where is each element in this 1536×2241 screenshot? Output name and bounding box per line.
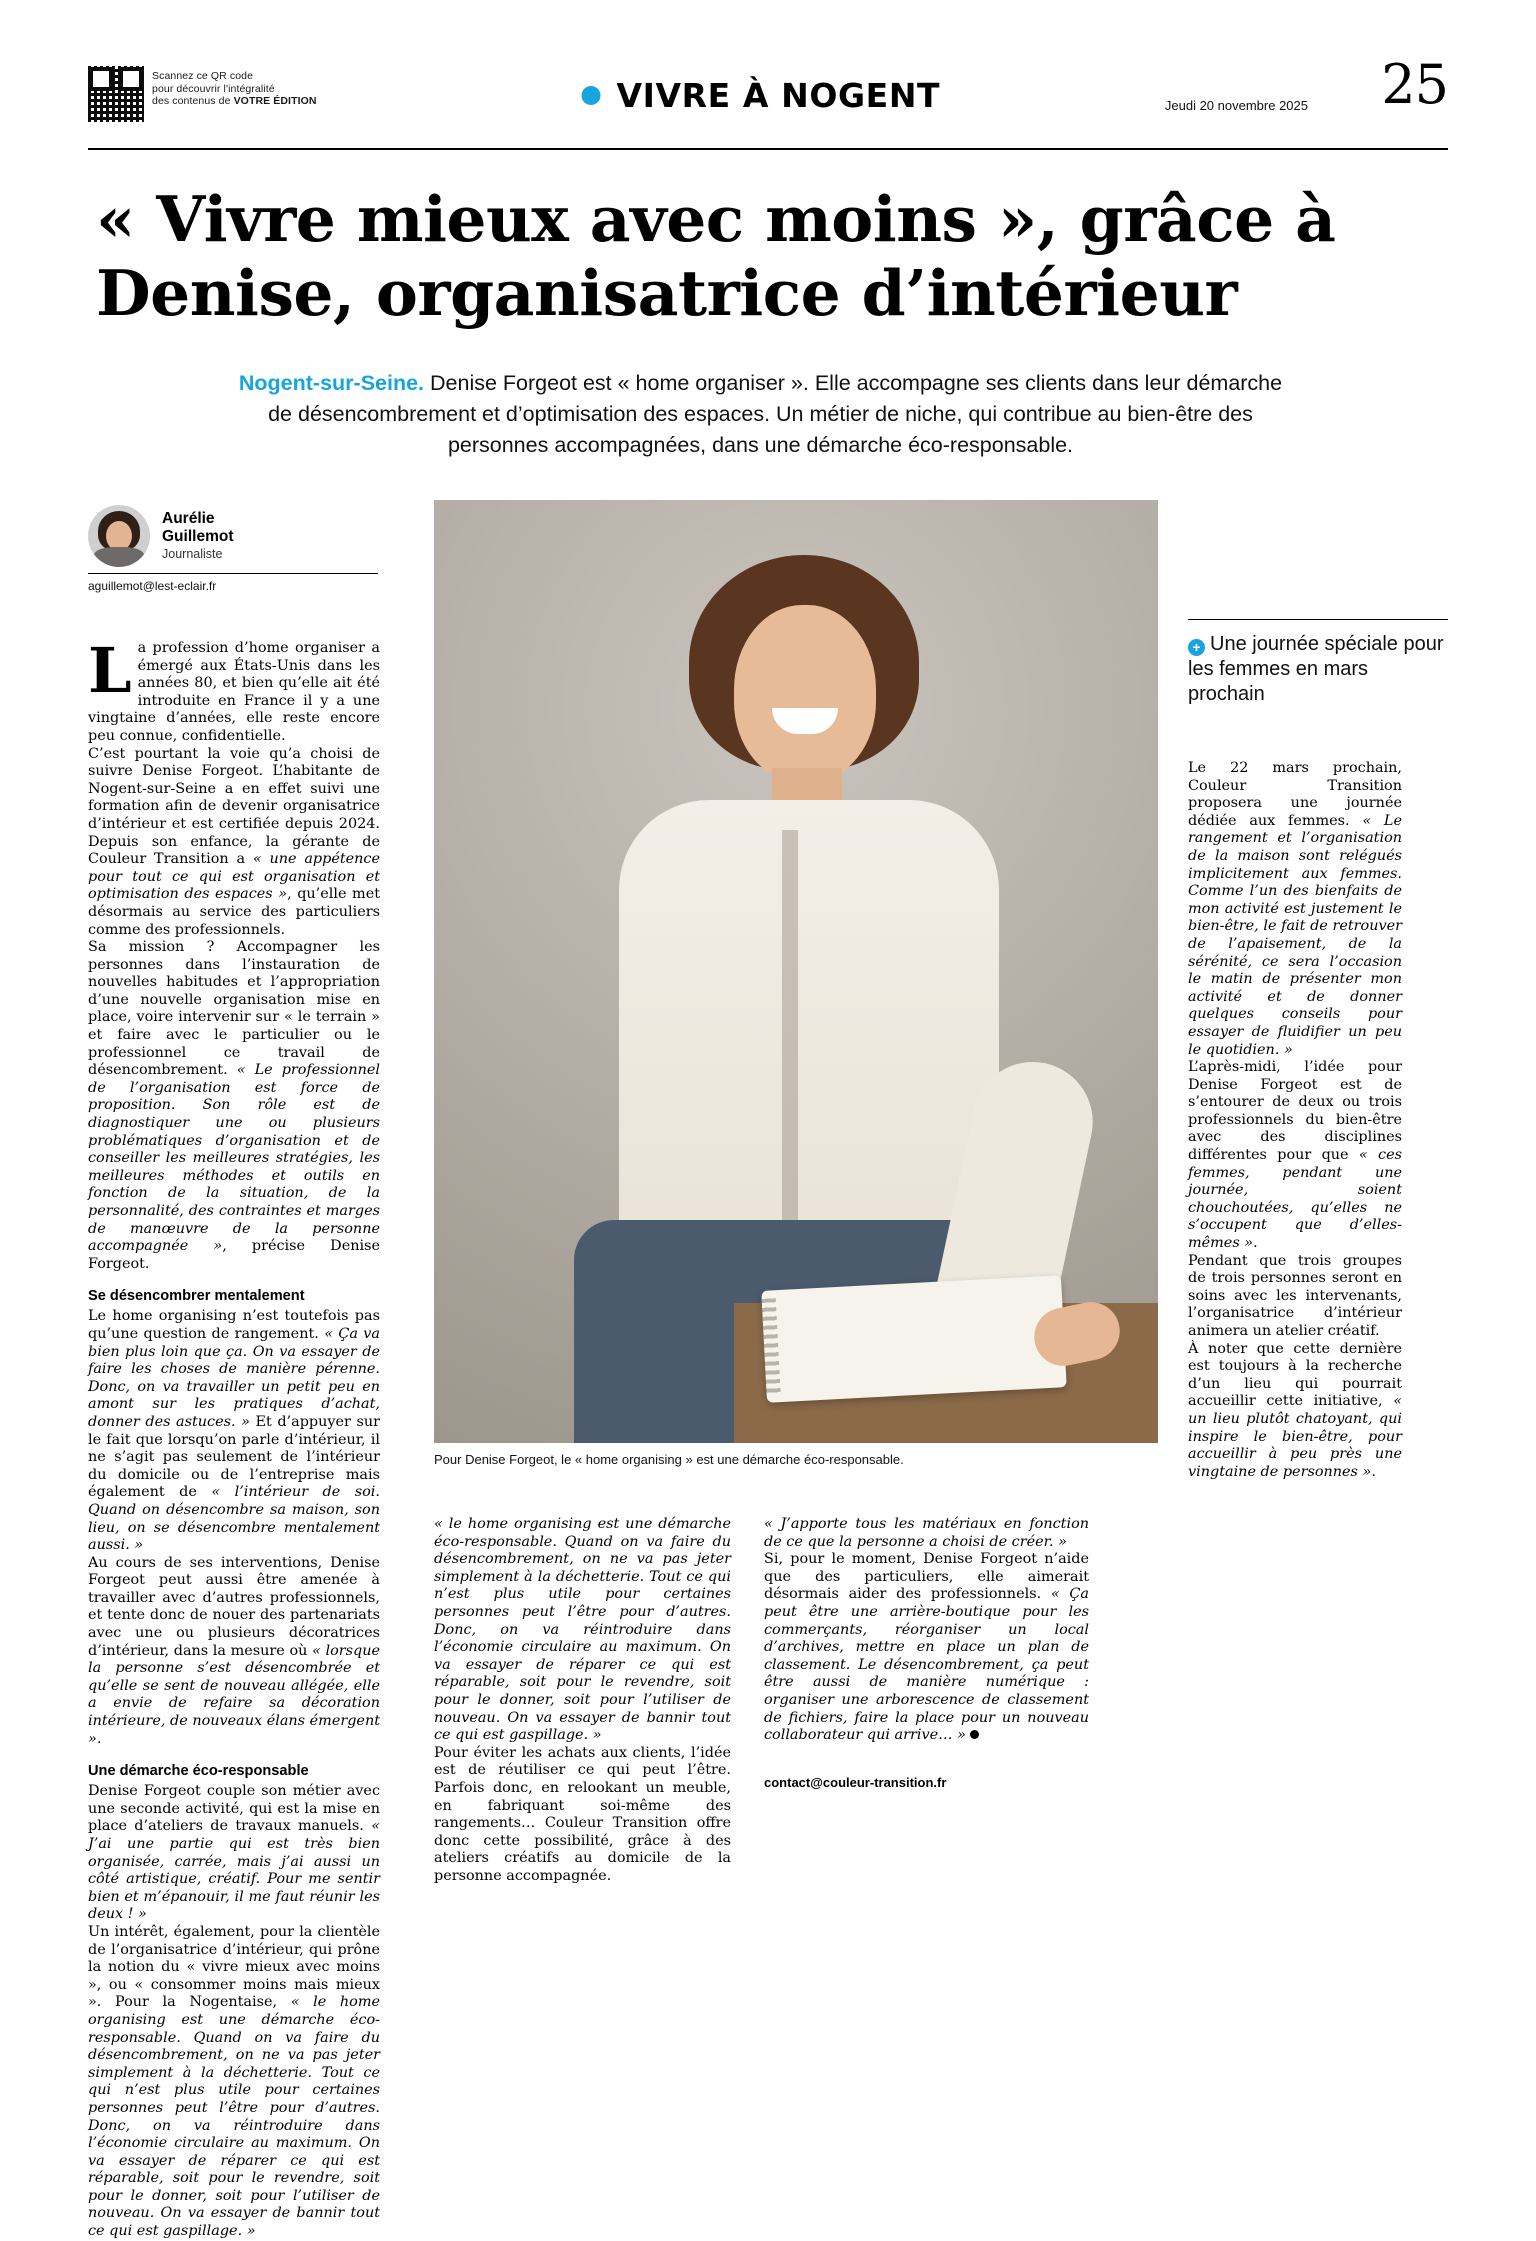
article-photo (434, 500, 1158, 1443)
end-of-article-dot (970, 1730, 979, 1739)
paragraph-text: Le home organising n’est toutefois pas qu’une question de rangement. (88, 1308, 380, 1342)
bullet-dot-icon (581, 86, 600, 105)
standfirst (228, 368, 1293, 461)
paragraph-text: , précise Denise Forgeot. (88, 1238, 380, 1272)
paragraph-text: Sa mission ? Accompagner les personnes dans l’instauration de nouvelles habitudes et l’appropriation d’une nouvelle organisation mise en place, voire intervenir sur « le terrain » et faire avec le particulier ou le professionnel ce travail de désencombrement. (88, 939, 380, 1079)
paragraph: Pour éviter les achats aux clients, l’idée est de réutiliser ce qui peut l’être. Parfois donc, en relookant un meuble, en fabriquant soi-même des rangements… Couleur Transition offre donc cette possibilité, grâce à des ateliers créatifs au domicile de la personne accompagnée. (434, 1744, 731, 1884)
paragraph (764, 1516, 1089, 1551)
paragraph (88, 1555, 380, 1749)
byline-first-name: Aurélie (162, 510, 215, 527)
paragraph-text: . (1371, 1463, 1376, 1480)
quote-text-continued: « le home organising est une démarche éco-responsable. Quand on va faire du désencombrement, on ne va pas jeter simplement à la déchetterie. Tout ce qui n’est plus utile pour certaines personnes peut l’être pour d’autres. Donc, on va réintroduire dans l’économie circulaire au maximum. On va essayer de réparer ce qui est réparable, soit pour le revendre, soit pour le donner, soit pour l’utiliser de nouveau. On va essayer de bannir tout ce qui est gaspillage. » (434, 1516, 731, 1744)
standfirst-text: Denise Forgeot est « home organiser ». Elle accompagne ses clients dans leur démarche de désencombrement et d’optimisation des espaces. Un métier de niche, qui contribue au bien-être des personnes accompagnées, dans une démarche éco-responsable. (268, 371, 1283, 457)
sidebar-body (1188, 760, 1402, 1481)
paragraph: La profession d’home organiser a émergé aux États-Unis dans les années 80, et bien qu’elle ait été introduite en France il y a une vingtaine d’années, elle reste encore peu connue, confidentielle. (88, 634, 380, 744)
header-divider (88, 148, 1448, 150)
paragraph-text: Si, pour le moment, Denise Forgeot n’aide que des particuliers, elle aimerait désormais aider des professionnels. (764, 1551, 1089, 1603)
article-column-1 (88, 634, 380, 2241)
byline-email[interactable]: aguillemot@lest-eclair.fr (88, 579, 217, 593)
quote-text: « Le professionnel de l’organisation est force de proposition. Son rôle est de diagnostiquer une ou plusieurs problématiques d’organisation et de conseiller les meilleures stratégies, les meilleures méthodes et outils en fonction de la situation, de la personnalité, des contraintes et marges de manœuvre de la personne accompagnée » (88, 1062, 380, 1255)
qr-block[interactable] (88, 66, 317, 122)
paragraph (88, 1924, 380, 2241)
paragraph-text: Denise Forgeot couple son métier avec une seconde activité, qui est la mise en place d’ateliers de travaux manuels. (88, 1783, 380, 1835)
byline-last-name: Guillemot (162, 528, 234, 545)
paragraph (1188, 1341, 1402, 1482)
paragraph (88, 939, 380, 1273)
quote-text: « une appétence pour tout ce qui est organisation et optimisation des espaces » (88, 851, 380, 903)
quote-text: « Le rangement et l’organisation de la maison sont relégués implicitement aux femmes. Comme l’un des bienfaits de mon activité est justement le bien-être, le fait de retrouver de l’apaisement, de la sérénité, ce sera l’occasion le matin de présenter mon activité et de donner quelques conseils pour essayer de fluidifier un peu le quotidien. » (1188, 812, 1403, 1058)
paragraph-text: L’après-midi, l’idée pour Denise Forgeot est de s’entourer de deux ou trois professionnels du bien-être avec des disciplines différentes pour que (1188, 1059, 1402, 1164)
paragraph (434, 1516, 731, 1745)
paragraph (88, 746, 380, 940)
issue-date: Jeudi 20 novembre 2025 (1164, 98, 1308, 113)
paragraph-text: Le 22 mars prochain, Couleur Transition proposera une journée dédiée aux femmes. (1188, 760, 1402, 829)
byline-role: Journaliste (162, 547, 223, 561)
paragraph-text: Au cours de ses interventions, Denise Forgeot peut aussi être amenée à travailler avec d’autres professionnels, et tente donc de nouer des partenariats avec une ou plusieurs décoratrices d’intérieur, dans la mesure où (88, 1554, 380, 1659)
quote-text: « J’apporte tous les matériaux en fonction de ce que la personne a choisi de créer. » (764, 1516, 1089, 1550)
qr-line-2: pour découvrir l'intégralité (152, 82, 275, 95)
paragraph: Pendant que trois groupes de trois personnes seront en soins avec les intervenants, l’organisatrice d’intérieur animera un atelier créatif. (1188, 1252, 1402, 1339)
sidebar-title (1188, 632, 1450, 707)
subheading: Se désencombrer mentalement (88, 1288, 305, 1305)
qr-line-1: Scannez ce QR code (152, 70, 254, 82)
page-title: « Vivre mieux avec moins », grâce à Denise, organisatrice d’intérieur (96, 182, 1336, 330)
qr-line-3: des contenus de VOTRE ÉDITION (152, 95, 317, 108)
paragraph-text: À noter que cette dernière est toujours à la recherche d’un lieu qui pourrait accueillir cette initiative, (1188, 1340, 1402, 1410)
quote-text: « un lieu plutôt chatoyant, qui inspire le bien-être, pour accueillir à peu près une vingtaine de personnes » (1188, 1393, 1402, 1480)
article-column-3 (764, 1516, 1089, 1745)
photo-caption: Pour Denise Forgeot, le « home organising » est une démarche éco-responsable. (434, 1452, 904, 1467)
quote-text: « l’intérieur de soi. Quand on désencombre sa maison, son lieu, on se désencombre mentalement aussi. » (88, 1484, 380, 1554)
quote-text: « le home organising est une démarche éco-responsable. Quand on va faire du désencombrement, on ne va pas jeter simplement à la déchetterie. Tout ce qui n’est plus utile pour certaines personnes peut l’être pour d’autres. Donc, on va réintroduire dans l’économie circulaire au maximum. On va essayer de réparer ce qui est réparable, soit pour le revendre, soit pour le donner, soit pour l’utiliser de nouveau. On va essayer de bannir tout ce qui est gaspillage. » (88, 1994, 380, 2240)
page-number: 25 (1381, 53, 1448, 116)
quote-text: « Ça va bien plus loin que ça. On va essayer de faire les choses de manière pérenne. Donc, on va travailler un petit peu en amont sur les pratiques d’achat, donner des astuces. » (88, 1325, 380, 1430)
contact-email[interactable]: contact@couleur-transition.fr (764, 1775, 947, 1790)
sidebar-divider (1188, 619, 1448, 620)
qr-code-icon[interactable] (88, 66, 144, 122)
masthead (88, 53, 1448, 136)
paragraph-text: C’est pourtant la voie qu’a choisi de suivre Denise Forgeot. L’habitante de Nogent-sur-Seine a en effet suivi une formation afin de devenir organisatrice d’intérieur et est certifiée depuis 2024. Depuis son enfance, la gérante de Couleur Transition a (88, 745, 380, 868)
paragraph (1188, 1059, 1402, 1253)
paragraph-text: Et d’appuyer sur le fait que lorsqu’on parle d’intérieur, il ne s’agit pas seulement de l’intérieur du domicile ou de l’entreprise mais également de (88, 1413, 380, 1501)
avatar (88, 505, 150, 567)
paragraph-text: Un intérêt, également, pour la clientèle de l’organisatrice d’intérieur, qui prône la notion du « vivre mieux avec moins », ou « consommer moins mais mieux ». Pour la Nogentaise, (88, 1923, 380, 2011)
paragraph (764, 1551, 1089, 1745)
quote-text: « lorsque la personne s’est désencombrée et qu’elle se sent de nouveau allégée, elle a envie de refaire sa décoration intérieure, de nouveaux élans émergent » (88, 1642, 380, 1747)
byline (88, 505, 378, 593)
paragraph-text: , qu’elle met désormais au service des particuliers comme des professionnels. (88, 886, 380, 938)
subheading: Une démarche éco-responsable (88, 1763, 309, 1780)
quote-text: « Ça peut être une arrière-boutique pour les commerçants, réorganiser un local d’archives, mettre en place un plan de classement. Le désencombrement, ça peut être aussi de manière numérique : organiser une arborescence de classement de fichiers, faire la place pour un nouveau collaborateur qui arrive… » (764, 1586, 1089, 1744)
paragraph (88, 1783, 380, 1924)
paragraph (1188, 760, 1402, 1059)
paragraph-text: . (96, 1730, 102, 1747)
paragraph (88, 1308, 380, 1554)
plus-icon: + (1188, 639, 1205, 656)
quote-text: « J’ai une partie qui est très bien organisée, carrée, mais j’ai aussi un côté artistique, créatif. Pour me sentir bien et m’épanouir, il me faut réunir les deux ! » (88, 1818, 380, 1923)
qr-instructions (152, 66, 317, 108)
byline-divider (88, 573, 378, 574)
section-title (581, 76, 940, 115)
section-name: VIVRE À NOGENT (616, 76, 941, 115)
sidebar-title-text: Une journée spéciale pour les femmes en mars prochain (1188, 633, 1444, 705)
dateline-place: Nogent-sur-Seine. (238, 371, 425, 395)
paragraph-text: . (1253, 1235, 1258, 1252)
quote-text: « ces femmes, pendant une journée, soient chouchoutées, qu’elles ne s’occupent que d’elles-mêmes » (1188, 1147, 1402, 1252)
article-column-2 (434, 1516, 731, 1885)
